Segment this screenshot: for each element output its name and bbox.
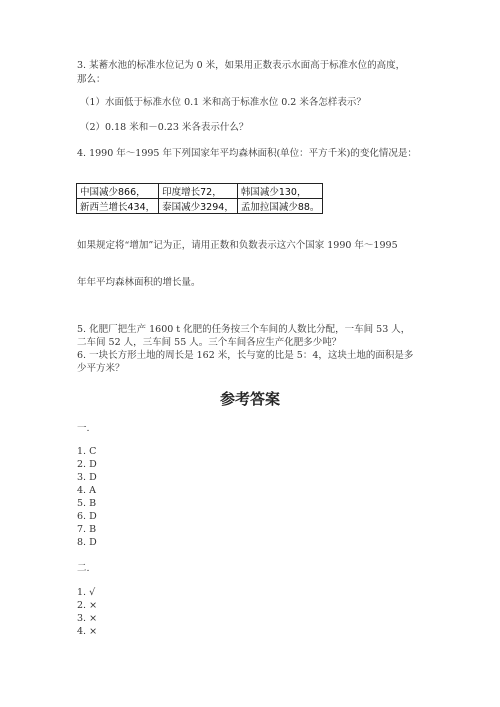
q3-line-2: 那么： bbox=[77, 74, 106, 85]
q6-line-2: 少平方米？ bbox=[77, 363, 125, 374]
q4-line-2: 如果规定将“增加”记为正，请用正数和负数表示这六个国家 1990 年～1995 bbox=[77, 240, 398, 251]
answer-item: 8. D bbox=[77, 537, 97, 548]
answer-item: 5. B bbox=[77, 498, 97, 509]
q4-line-3: 年年平均森林面积的增长量。 bbox=[77, 277, 201, 288]
q5-line-1: 5. 化肥厂把生产 1600 t 化肥的任务按三个车间的人数比分配，一车间 53 人， bbox=[77, 324, 411, 335]
table-cell: 新西兰增长434， bbox=[77, 199, 159, 214]
q3-part-2: （2）0.18 米和－0.23 米各表示什么？ bbox=[80, 122, 249, 133]
q6-line-1: 6. 一块长方形土地的周长是 162 米，长与宽的比是 5：4，这块土地的面积是多 bbox=[77, 350, 414, 361]
answer-item: 4. × bbox=[77, 626, 98, 637]
answer-item: 2. D bbox=[77, 459, 97, 470]
answers-section-1-heading: 一. bbox=[77, 423, 90, 434]
table-cell: 韩国减少130， bbox=[237, 184, 323, 199]
answer-item: 3. × bbox=[77, 613, 98, 624]
table-cell: 中国减少866， bbox=[77, 184, 159, 199]
answer-item: 4. A bbox=[77, 485, 96, 496]
q5-line-2: 二车间 52 人，三车间 55 人。三个车间各应生产化肥多少吨？ bbox=[77, 337, 342, 348]
table-cell: 泰国减少3294， bbox=[159, 199, 238, 214]
answer-item: 1. √ bbox=[77, 587, 96, 598]
table-row bbox=[77, 184, 323, 199]
q4-line-1: 4. 1990 年～1995 年下列国家年平均森林面积(单位：平方千米)的变化情况是： bbox=[77, 148, 417, 159]
answers-title: 参考答案 bbox=[219, 390, 280, 408]
answer-item: 3. D bbox=[77, 472, 97, 483]
table-cell: 孟加拉国减少88。 bbox=[237, 199, 323, 214]
answers-section-2-heading: 二. bbox=[77, 563, 90, 574]
answer-item: 7. B bbox=[77, 524, 97, 535]
table-cell: 印度增长72， bbox=[159, 184, 238, 199]
forest-change-table bbox=[76, 183, 323, 214]
q3-part-1: （1）水面低于标准水位 0.1 米和高于标准水位 0.2 米各怎样表示？ bbox=[80, 97, 366, 108]
answer-item: 2. × bbox=[77, 600, 98, 611]
answer-item: 1. C bbox=[77, 446, 97, 457]
q3-line-1: 3. 某蓄水池的标准水位记为 0 米，如果用正数表示水面高于标准水位的高度， bbox=[77, 60, 406, 71]
answer-item: 6. D bbox=[77, 511, 97, 522]
table-row bbox=[77, 199, 323, 214]
